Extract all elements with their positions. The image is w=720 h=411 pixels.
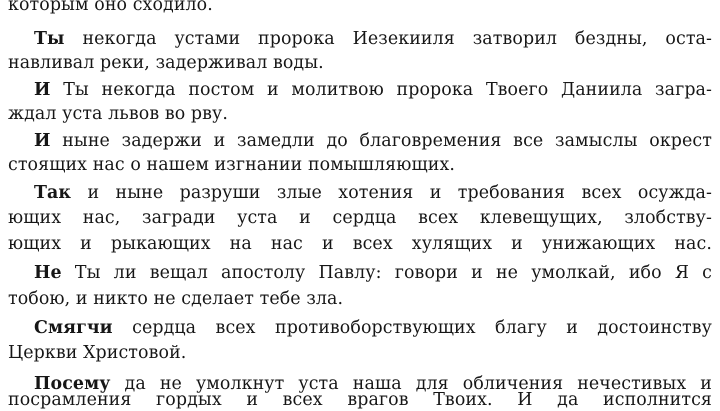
paragraph-text: навливал реки, задерживал воды. (8, 53, 324, 73)
paragraph-text: сердца всех противоборствующих благу и достоинству (132, 318, 712, 338)
paragraph-text: Ты некогда постом и молитвою пророка Твоего Даниила загра- (63, 80, 712, 100)
paragraph-text: ющих нас, загради уста и сердца всех клевещущих, злобству- (8, 208, 712, 228)
paragraph-line (34, 80, 712, 100)
paragraph-line (8, 289, 720, 309)
paragraph-line (8, 155, 720, 175)
paragraph-text: Церкви Христовой. (8, 343, 187, 363)
paragraph-line (8, 390, 712, 410)
text-line (8, 0, 720, 15)
paragraph-initial: Посему (34, 374, 111, 394)
text-line-content: которым оно сходило. (8, 0, 213, 15)
paragraph-line (8, 343, 720, 363)
paragraph-text: ющих и рыкающих на нас и всех хулящих и унижающих нас. (8, 234, 712, 254)
paragraph-line (8, 208, 712, 228)
paragraph-text: некогда устами пророка Иезекииля затворил бездны, оста- (82, 29, 712, 49)
paragraph-line (8, 53, 720, 73)
paragraph-text: Ты ли вещал апостолу Павлу: говори и не умолкай, ибо Я с (74, 263, 712, 283)
paragraph-text: посрамления гордых и всех врагов Твоих. И да исполнится (8, 390, 712, 410)
paragraph-line (34, 318, 712, 338)
paragraph-initial: Так (34, 183, 72, 203)
paragraph-line (8, 104, 720, 124)
paragraph-text: и ныне разруши злые хотения и требования всех осужда- (87, 183, 712, 203)
paragraph-line (34, 29, 712, 49)
paragraph-text: ждал уста львов во рву. (8, 104, 229, 124)
paragraph-initial: И (34, 80, 51, 100)
paragraph-initial: Смягчи (34, 318, 113, 338)
paragraph-text: тобою, и никто не сделает тебе зла. (8, 289, 344, 309)
paragraph-text: да не умолкнут уста наша для обличения нечестивых и (124, 374, 712, 394)
cut-off-line-clip (0, 390, 720, 411)
paragraph-line (34, 131, 712, 151)
paragraph-initial: И (34, 131, 51, 151)
paragraph-initial: Ты (34, 29, 65, 49)
paragraph-line (8, 234, 712, 254)
paragraph-text: стоящих нас о нашем изгнании помышляющих. (8, 155, 455, 175)
paragraph-line (34, 183, 712, 203)
paragraph-text: ныне задержи и замедли до благовремения все замыслы окрест (62, 131, 712, 151)
paragraph-line (34, 263, 712, 283)
paragraph-initial: Не (34, 263, 62, 283)
